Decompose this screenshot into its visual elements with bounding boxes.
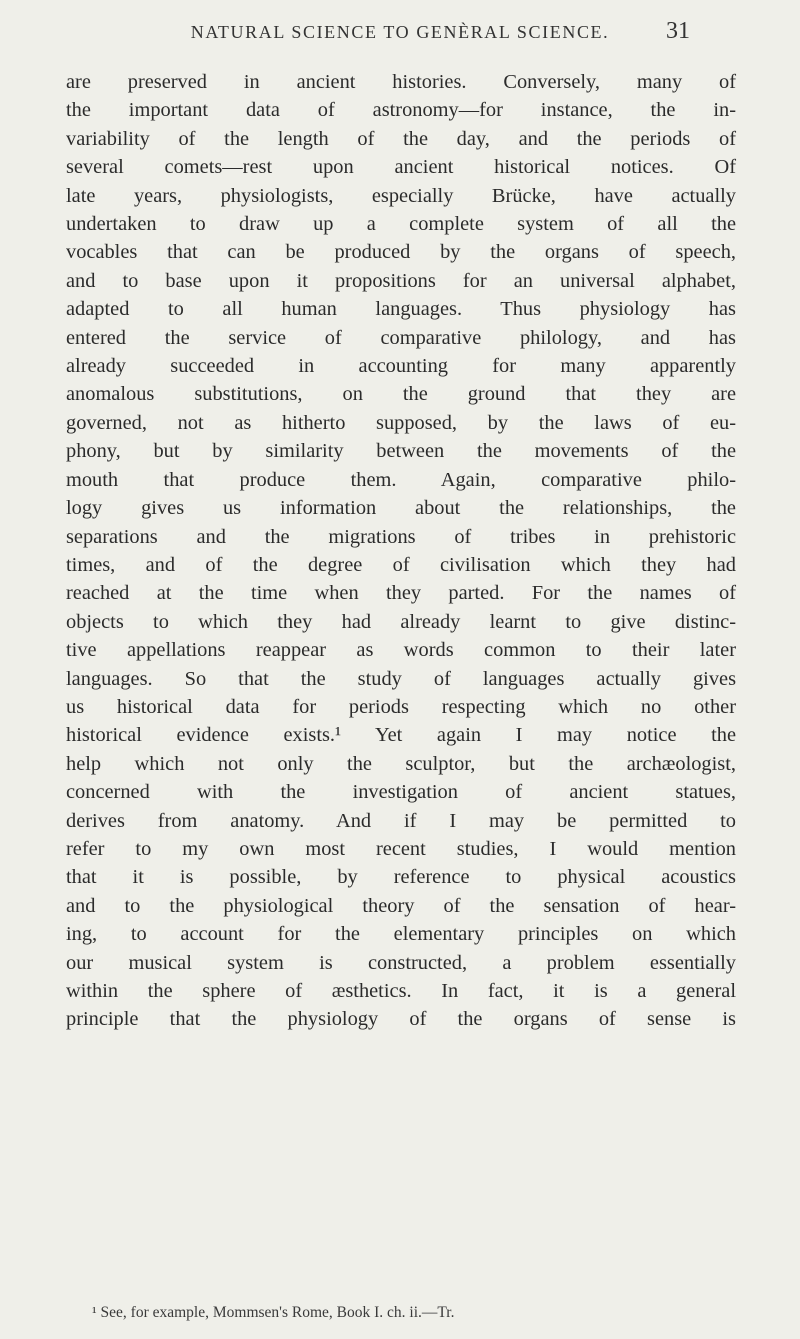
text-line: several comets—rest upon ancient historical notices. Of <box>66 156 736 179</box>
text-line: refer to my own most recent studies, I would mention <box>66 837 736 860</box>
text-line: that it is possible, by reference to physical acoustics <box>66 866 736 889</box>
text-line: principle that the physiology of the organs of sense is <box>66 1008 736 1031</box>
text-line: our musical system is constructed, a problem essentially <box>66 951 736 974</box>
text-line: reached at the time when they parted. For the names of <box>66 582 736 605</box>
running-head <box>0 18 800 52</box>
text-line: ing, to account for the elementary principles on which <box>66 923 736 946</box>
text-line: within the sphere of æsthetics. In fact, it is a general <box>66 980 736 1002</box>
text-line: languages. So that the study of languages actually gives <box>66 667 736 690</box>
text-line: anomalous substitutions, on the ground that they are <box>66 383 736 406</box>
text-line: help which not only the sculptor, but the archæologist, <box>66 752 736 775</box>
text-line: tive appellations reappear as words common to their later <box>66 639 736 662</box>
text-line: and to the physiological theory of the sensation of hear- <box>66 894 736 917</box>
text-line: are preserved in ancient histories. Conversely, many of <box>66 71 736 93</box>
text-line: entered the service of comparative philology, and has <box>66 326 736 349</box>
text-line: mouth that produce them. Again, comparative philo- <box>66 468 736 491</box>
text-line: the important data of astronomy—for instance, the in- <box>66 99 736 122</box>
text-line: variability of the length of the day, and the periods of <box>66 127 736 150</box>
footnote: ¹ See, for example, Mommsen's Rome, Book I. ch. ii.—Tr. <box>92 1304 455 1321</box>
text-line: vocables that can be produced by the organs of speech, <box>66 241 736 264</box>
text-line: historical evidence exists.¹ Yet again I may notice the <box>66 724 736 747</box>
page-number: 31 <box>666 18 690 44</box>
text-line: derives from anatomy. And if I may be permitted to <box>66 809 736 832</box>
text-line: us historical data for periods respecting which no other <box>66 695 736 718</box>
text-line: adapted to all human languages. Thus physiology has <box>66 298 736 321</box>
text-line: phony, but by similarity between the movements of the <box>66 440 736 463</box>
text-line: logy gives us information about the relationships, the <box>66 497 736 520</box>
text-line: already succeeded in accounting for many apparently <box>66 355 736 378</box>
text-line: undertaken to draw up a complete system of all the <box>66 213 736 236</box>
text-line: objects to which they had already learnt to give distinc- <box>66 610 736 633</box>
body-text <box>66 68 736 1034</box>
text-line: concerned with the investigation of ancient statues, <box>66 781 736 804</box>
text-line: and to base upon it propositions for an universal alphabet, <box>66 269 736 292</box>
text-line: separations and the migrations of tribes in prehistoric <box>66 525 736 548</box>
text-line: governed, not as hitherto supposed, by the laws of eu- <box>66 411 736 434</box>
text-line: late years, physiologists, especially Brücke, have actually <box>66 184 736 207</box>
running-head-title: NATURAL SCIENCE TO GENÈRAL SCIENCE. <box>190 22 610 42</box>
text-line: times, and of the degree of civilisation which they had <box>66 553 736 576</box>
